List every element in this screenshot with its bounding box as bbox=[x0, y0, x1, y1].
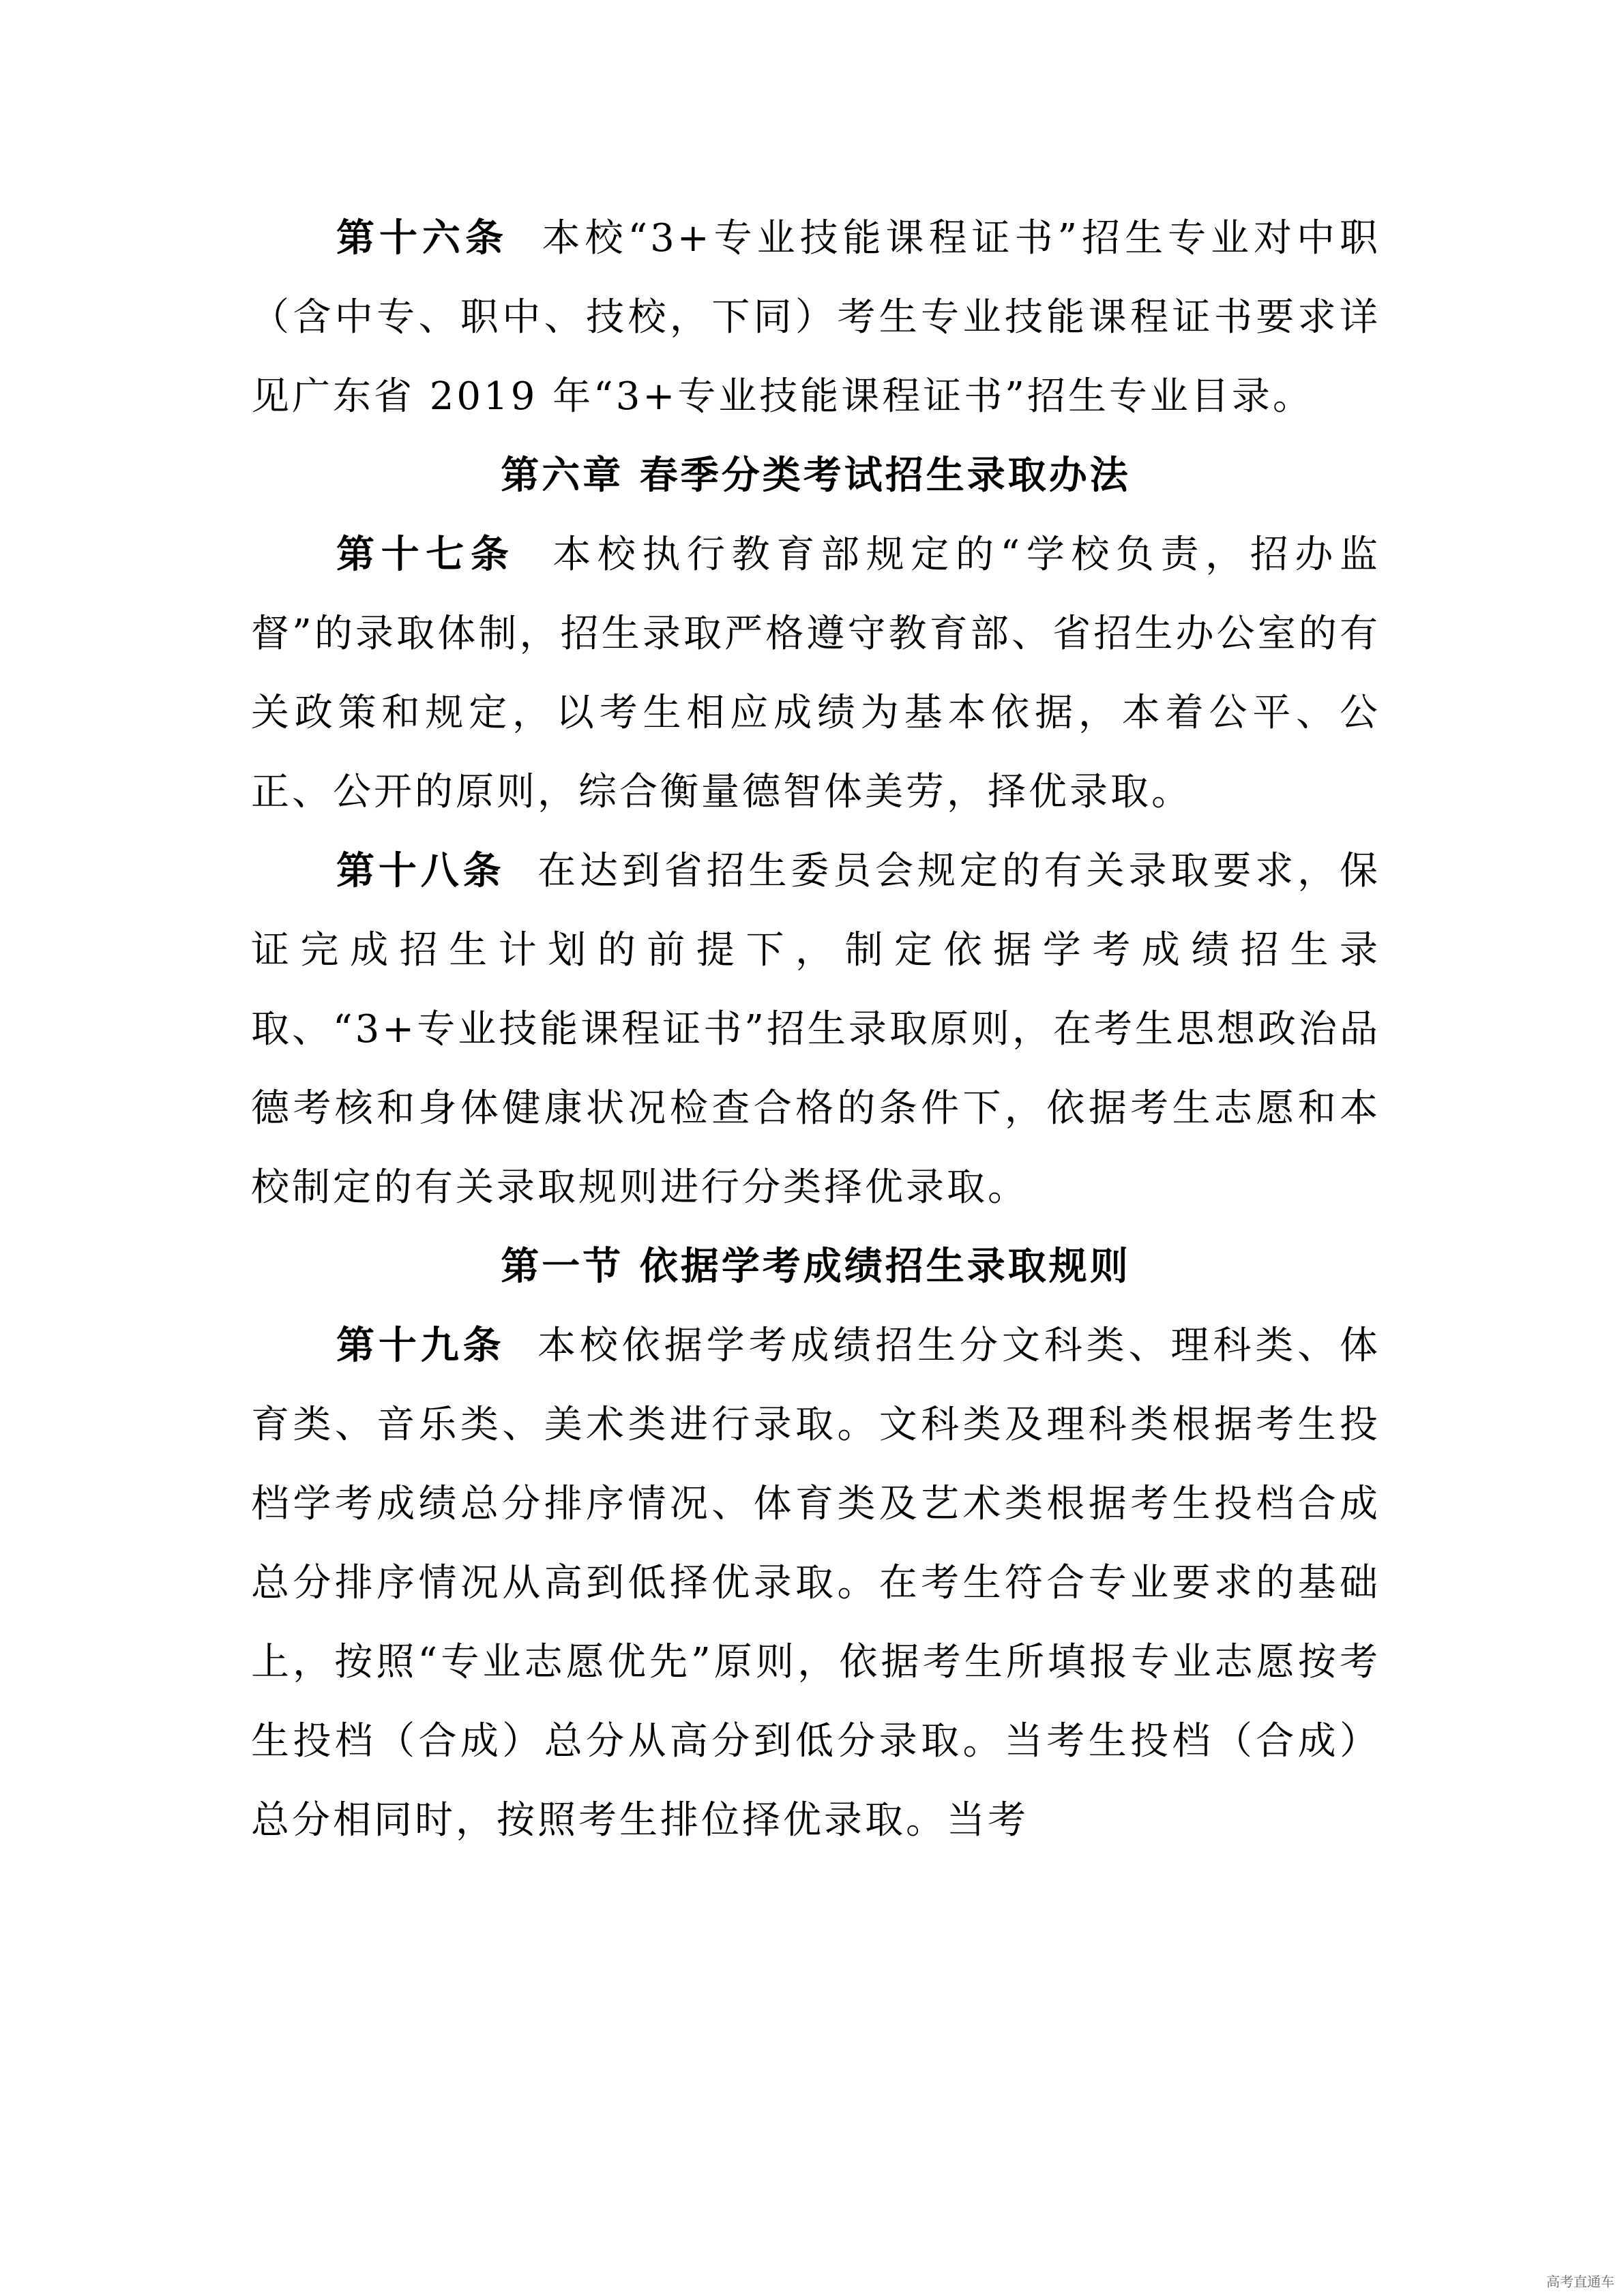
chapter-6-heading: 第六章 春季分类考试招生录取办法 bbox=[501, 453, 1131, 498]
article-17-text: 本校执行教育部规定的“学校负责，招办监督”的录取体制，招生录取严格遵守教育部、省招生办公室的有关政策和规定，以考生相应成绩为基本依据，本着公平、公正、公开的原则，综合衡量德智体美劳，择优录取。 bbox=[251, 533, 1381, 814]
article-18-label: 第十八条 bbox=[336, 849, 505, 893]
article-17-label: 第十七条 bbox=[336, 533, 516, 577]
article-19-label: 第十九条 bbox=[336, 1324, 505, 1368]
article-16-label: 第十六条 bbox=[336, 216, 508, 260]
article-18-text: 在达到省招生委员会规定的有关录取要求，保证完成招生计划的前提下，制定依据学考成绩招生录取、“3+专业技能课程证书”招生录取原则，在考生思想政治品德考核和身体健康状况检查合格的条件下，依据考生志愿和本校制定的有关录取规则进行分类择优录取。 bbox=[251, 849, 1381, 1210]
watermark: 高考直通车 bbox=[1546, 2273, 1614, 2290]
document-body bbox=[251, 199, 1381, 1860]
article-19-paragraph bbox=[251, 1307, 1381, 1860]
article-19-text: 本校依据学考成绩招生分文科类、理科类、体育类、音乐类、美术类进行录取。文科类及理科类根据考生投档学考成绩总分排序情况、体育类及艺术类根据考生投档合成总分排序情况从高到低择优录取。在考生符合专业要求的基础上，按照“专业志愿优先”原则，依据考生所填报专业志愿按考生投档（合成）总分从高分到低分录取。当考生投档（合成）总分相同时，按照考生排位择优录取。当考 bbox=[251, 1324, 1381, 1843]
article-17-paragraph bbox=[251, 516, 1381, 832]
article-18-paragraph bbox=[251, 832, 1381, 1227]
article-16-text: 本校“3+专业技能课程证书”招生专业对中职（含中专、职中、技校，下同）考生专业技能课程证书要求详见广东省 2019 年“3+专业技能课程证书”招生专业目录。 bbox=[251, 216, 1381, 419]
section-1-heading: 第一节 依据学考成绩招生录取规则 bbox=[501, 1244, 1131, 1289]
article-16-paragraph bbox=[251, 199, 1381, 436]
